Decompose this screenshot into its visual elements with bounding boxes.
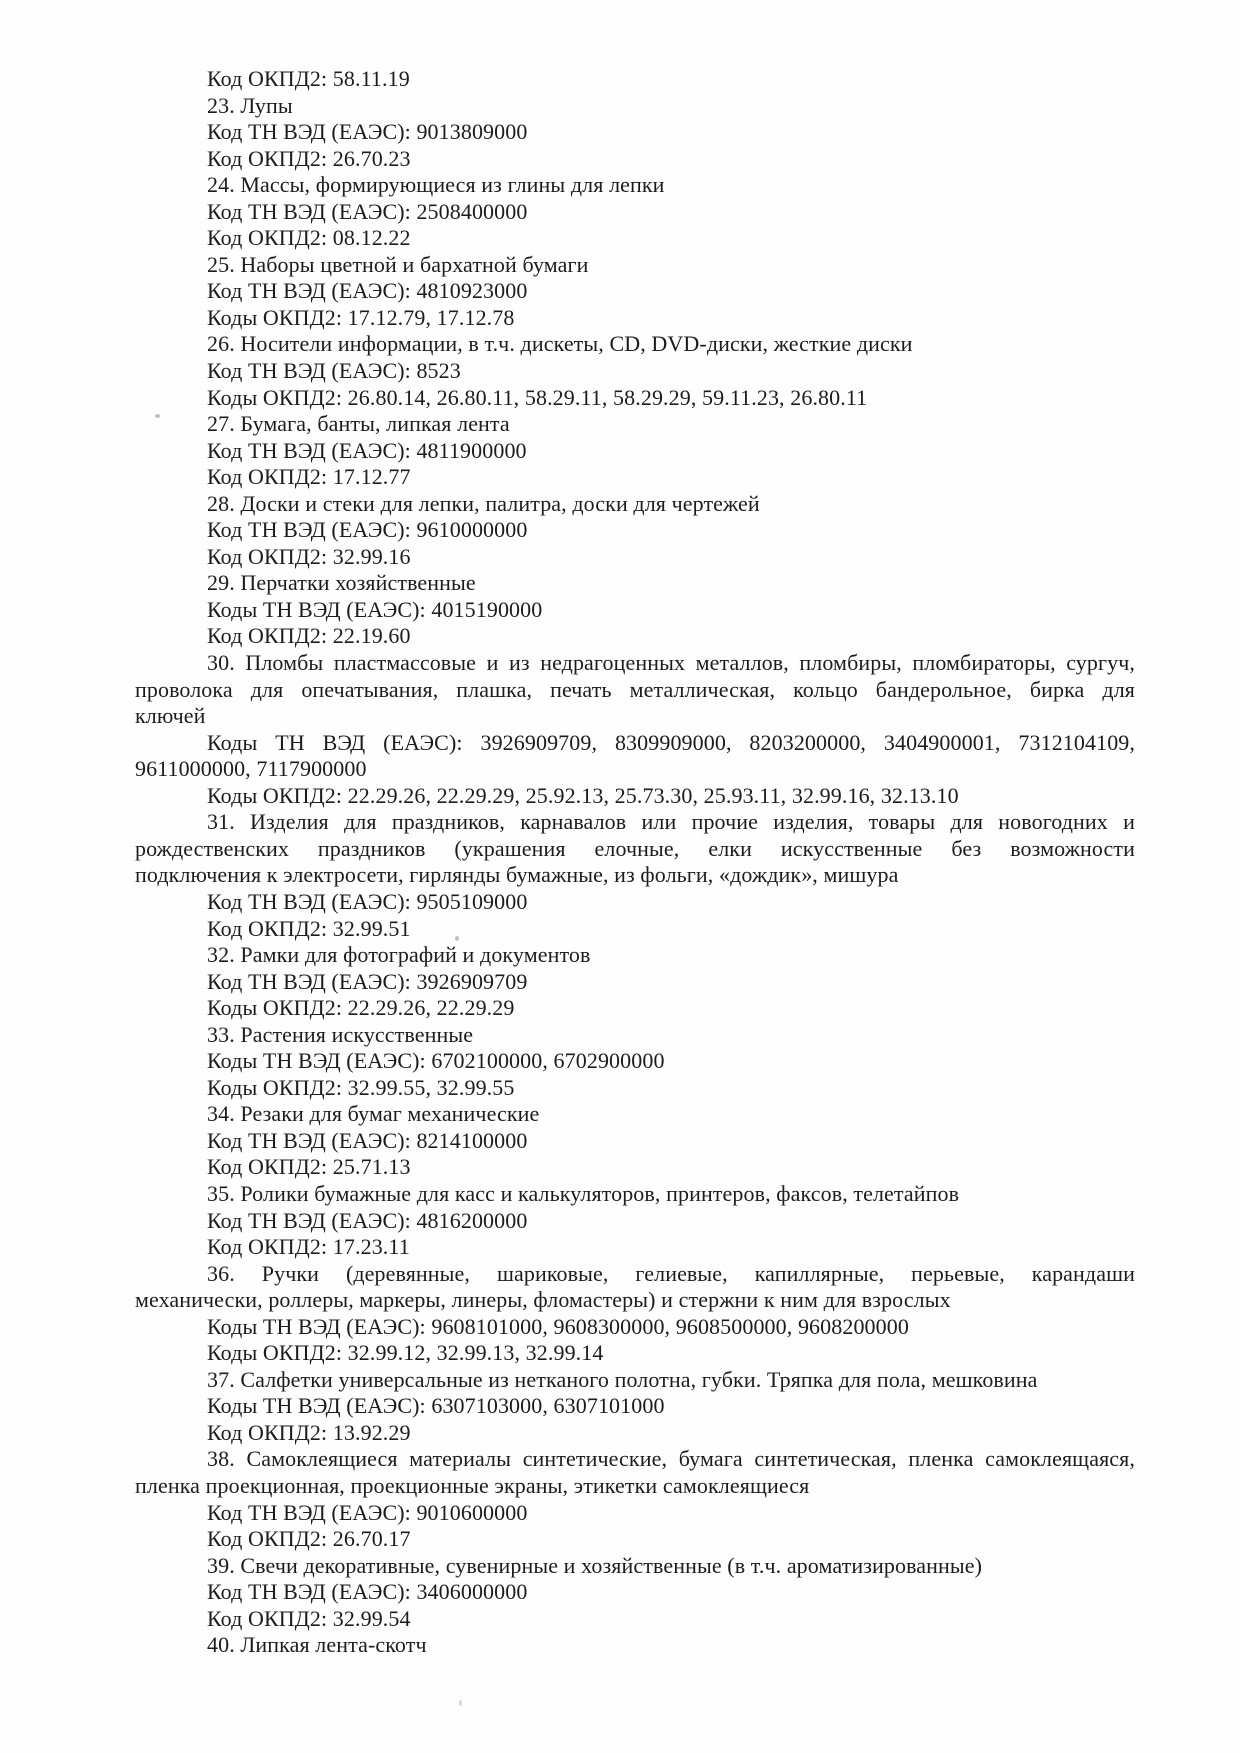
document-line: пленка проекционная, проекционные экраны, этикетки самоклеящиеся <box>135 1472 810 1498</box>
document-line: Код ОКПД2: 22.19.60 <box>207 623 411 649</box>
document-line: 37. Салфетки универсальные из нетканого полотна, губки. Тряпка для пола, мешковина <box>207 1366 1038 1392</box>
document-line: Код ТН ВЭД (ЕАЭС): 4816200000 <box>207 1207 528 1233</box>
document-line: Код ОКПД2: 17.23.11 <box>207 1234 410 1260</box>
document-line: Код ТН ВЭД (ЕАЭС): 9010600000 <box>207 1499 528 1525</box>
document-line: Код ТН ВЭД (ЕАЭС): 9013809000 <box>207 119 528 145</box>
document-line: 23. Лупы <box>207 92 293 118</box>
document-line: Код ОКПД2: 26.70.23 <box>207 145 411 171</box>
document-line: Код ОКПД2: 17.12.77 <box>207 464 411 490</box>
document-body <box>135 66 1135 1659</box>
scan-speck <box>455 936 459 941</box>
document-line: Код ОКПД2: 32.99.51 <box>207 915 411 941</box>
document-line: Код ТН ВЭД (ЕАЭС): 8523 <box>207 358 461 384</box>
document-line: 35. Ролики бумажные для касс и калькуляторов, принтеров, факсов, телетайпов <box>207 1180 960 1206</box>
document-line: 29. Перчатки хозяйственные <box>207 570 476 596</box>
document-line: Код ТН ВЭД (ЕАЭС): 8214100000 <box>207 1127 528 1153</box>
document-line: Коды ОКПД2: 17.12.79, 17.12.78 <box>207 304 515 330</box>
document-line: Код ТН ВЭД (ЕАЭС): 3406000000 <box>207 1579 528 1605</box>
document-line: Код ОКПД2: 08.12.22 <box>207 225 411 251</box>
document-line: Код ОКПД2: 32.99.54 <box>207 1605 411 1631</box>
document-line: подключения к электросети, гирлянды бумажные, из фольги, «дождик», мишура <box>135 862 899 888</box>
document-line: Код ТН ВЭД (ЕАЭС): 4811900000 <box>207 437 527 463</box>
document-line: 38. Самоклеящиеся материалы синтетические, бумага синтетическая, пленка самоклеящаяся, <box>207 1446 1135 1472</box>
document-line: 39. Свечи декоративные, сувенирные и хозяйственные (в т.ч. ароматизированные) <box>207 1552 983 1578</box>
document-line: рождественских праздников (украшения елочные, елки искусственные без возможности <box>135 835 1135 861</box>
document-line: механически, роллеры, маркеры, линеры, фломастеры) и стержни к ним для взрослых <box>135 1287 951 1313</box>
document-line: Код ОКПД2: 26.70.17 <box>207 1526 411 1552</box>
document-line: 27. Бумага, банты, липкая лента <box>207 411 510 437</box>
document-line: 32. Рамки для фотографий и документов <box>207 942 591 968</box>
document-line: 33. Растения искусственные <box>207 1021 474 1047</box>
scan-speck <box>155 414 160 418</box>
document-line: 25. Наборы цветной и бархатной бумаги <box>207 251 589 277</box>
scan-speck <box>459 1700 462 1706</box>
document-line: Код ОКПД2: 13.92.29 <box>207 1419 411 1445</box>
document-line: Код ТН ВЭД (ЕАЭС): 4810923000 <box>207 278 528 304</box>
document-line: Коды ТН ВЭД (ЕАЭС): 6702100000, 6702900000 <box>207 1048 665 1074</box>
document-line: Код ТН ВЭД (ЕАЭС): 9610000000 <box>207 517 528 543</box>
document-line: 31. Изделия для праздников, карнавалов или прочие изделия, товары для новогодних и <box>207 809 1135 835</box>
document-line: Код ОКПД2: 25.71.13 <box>207 1154 411 1180</box>
document-line: 40. Липкая лента-скотч <box>207 1632 427 1658</box>
document-line: 28. Доски и стеки для лепки, палитра, доски для чертежей <box>207 490 760 516</box>
document-line: ключей <box>135 703 206 729</box>
document-line: Коды ОКПД2: 32.99.55, 32.99.55 <box>207 1074 515 1100</box>
document-line: 26. Носители информации, в т.ч. дискеты, CD, DVD-диски, жесткие диски <box>207 331 913 357</box>
document-line: 34. Резаки для бумаг механические <box>207 1101 540 1127</box>
document-line: Коды ОКПД2: 26.80.14, 26.80.11, 58.29.11, 58.29.29, 59.11.23, 26.80.11 <box>207 384 868 410</box>
document-line: 36. Ручки (деревянные, шариковые, гелиевые, капиллярные, перьевые, карандаши <box>207 1260 1135 1286</box>
document-line: 9611000000, 7117900000 <box>135 756 367 782</box>
document-line: Код ТН ВЭД (ЕАЭС): 3926909709 <box>207 968 528 994</box>
document-line: Коды ОКПД2: 22.29.26, 22.29.29, 25.92.13, 25.73.30, 25.93.11, 32.99.16, 32.13.10 <box>207 782 959 808</box>
document-line: Код ТН ВЭД (ЕАЭС): 2508400000 <box>207 198 528 224</box>
document-line: 30. Пломбы пластмассовые и из недрагоценных металлов, пломбиры, пломбираторы, сургуч, <box>207 650 1135 676</box>
document-line: Код ОКПД2: 58.11.19 <box>207 66 410 91</box>
document-line: Код ОКПД2: 32.99.16 <box>207 543 411 569</box>
document-line: Код ТН ВЭД (ЕАЭС): 9505109000 <box>207 888 528 914</box>
document-line: Коды ТН ВЭД (ЕАЭС): 4015190000 <box>207 596 543 622</box>
document-line: Коды ОКПД2: 22.29.26, 22.29.29 <box>207 995 515 1021</box>
document-line: Коды ТН ВЭД (ЕАЭС): 9608101000, 9608300000, 9608500000, 9608200000 <box>207 1313 909 1339</box>
document-line: 24. Массы, формирующиеся из глины для лепки <box>207 172 665 198</box>
document-line: Коды ОКПД2: 32.99.12, 32.99.13, 32.99.14 <box>207 1340 604 1366</box>
document-line: Коды ТН ВЭД (ЕАЭС): 6307103000, 6307101000 <box>207 1393 665 1419</box>
document-line: Коды ТН ВЭД (ЕАЭС): 3926909709, 8309909000, 8203200000, 3404900001, 7312104109, <box>207 729 1135 755</box>
document-line: проволока для опечатывания, плашка, печать металлическая, кольцо бандерольное, бирка для <box>135 676 1135 702</box>
